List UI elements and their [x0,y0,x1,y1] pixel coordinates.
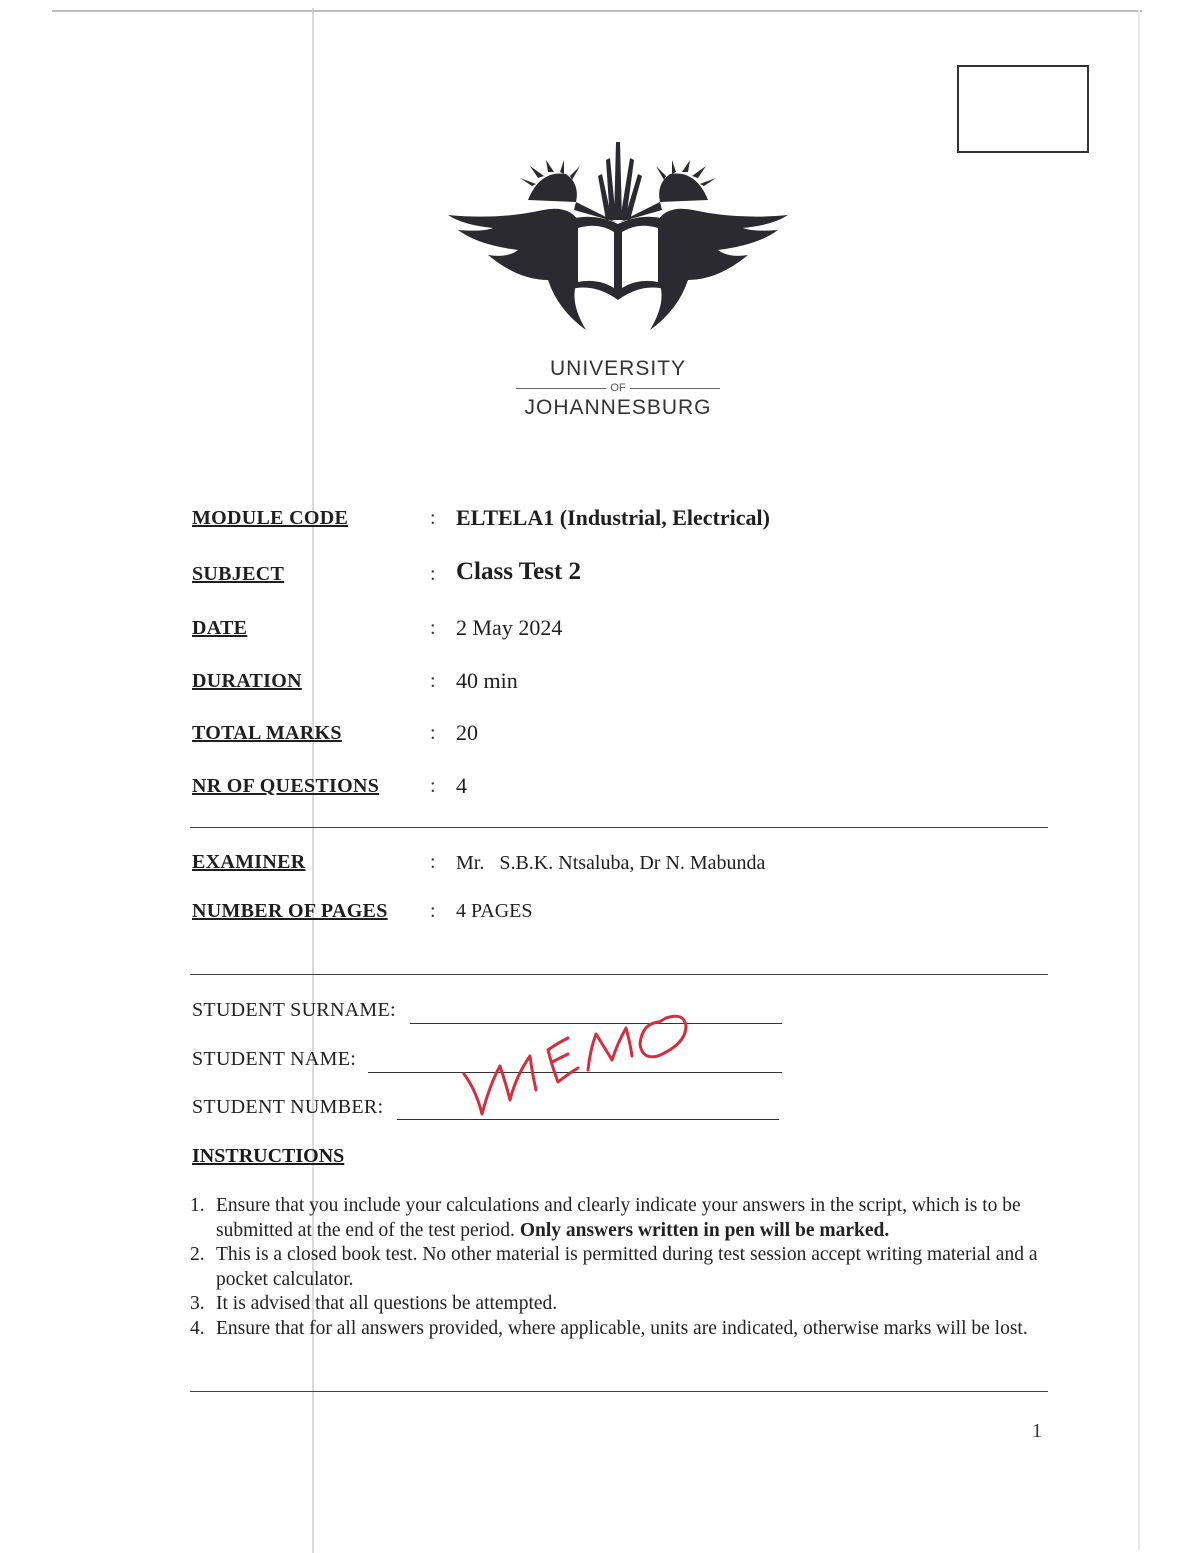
instruction-text: This is a closed book test. No other material is permitted during test session accept writing material and a pocket calculator. [216,1244,1038,1290]
university-wordmark [500,356,736,422]
instruction-text-part: Ensure that you include your calculations and clearly indicate your answers in the script, which is to be submitted at the end of the test period. [216,1195,1021,1241]
examiner-value: Mr. S.B.K. Ntsaluba, Dr N. Mabunda [456,852,766,874]
instruction-item [190,1194,1050,1243]
colon: : [430,563,436,585]
instruction-item [190,1243,1050,1292]
instruction-text: It is advised that all questions be attempted. [216,1293,558,1314]
pages-value: 4 PAGES [456,900,533,922]
university-line2: OF [500,382,736,394]
date-value: 2 May 2024 [456,615,563,640]
divider [190,827,1048,828]
subject-label: SUBJECT [192,563,285,585]
memo-handwriting [460,1010,700,1120]
instruction-number: 4. [190,1317,205,1339]
colon: : [430,507,436,529]
colon: : [430,851,436,873]
divider [190,1391,1048,1392]
subject-value: Class Test 2 [456,558,582,585]
instruction-number: 3. [190,1293,205,1314]
university-line3: JOHANNESBURG [524,396,712,419]
nr-questions-value: 4 [456,773,467,798]
instruction-number: 1. [190,1195,205,1216]
university-line1: UNIVERSITY [549,357,687,380]
colon: : [430,670,436,692]
instruction-item [190,1292,1050,1317]
nr-questions-label: NR OF QUESTIONS [192,775,380,797]
duration-label: DURATION [192,670,302,692]
instruction-text: Ensure that for all answers provided, where applicable, units are indicated, otherwise marks will be lost. [216,1317,1028,1339]
instruction-item [190,1317,1050,1342]
mark-box [957,65,1089,153]
total-marks-label: TOTAL MARKS [192,722,342,744]
colon: : [430,722,436,744]
student-name-label: STUDENT NAME: [192,1048,357,1070]
examiner-label: EXAMINER [192,851,306,873]
duration-value: 40 min [456,668,518,693]
module-code-value: ELTELA1 (Industrial, Electrical) [456,505,770,530]
instruction-emphasis: Only answers written in pen will be marked. [519,1219,890,1241]
instruction-number: 2. [190,1244,205,1265]
total-marks-value: 20 [456,720,478,745]
scan-edge-top [52,10,1142,12]
divider [190,974,1048,975]
colon: : [430,617,436,639]
pages-label: NUMBER OF PAGES [192,900,388,922]
instructions-list [190,1194,1050,1341]
date-label: DATE [192,617,248,639]
instructions-title: INSTRUCTIONS [192,1145,345,1167]
uj-logo-icon [448,140,788,335]
student-surname-label: STUDENT SURNAME: [192,999,396,1021]
module-code-label: MODULE CODE [192,507,349,529]
page-number: 1 [1032,1420,1042,1442]
student-number-label: STUDENT NUMBER: [192,1096,384,1118]
scan-edge-right [1138,10,1140,1550]
colon: : [430,775,436,797]
colon: : [430,900,436,922]
instruction-text [216,1194,1050,1243]
